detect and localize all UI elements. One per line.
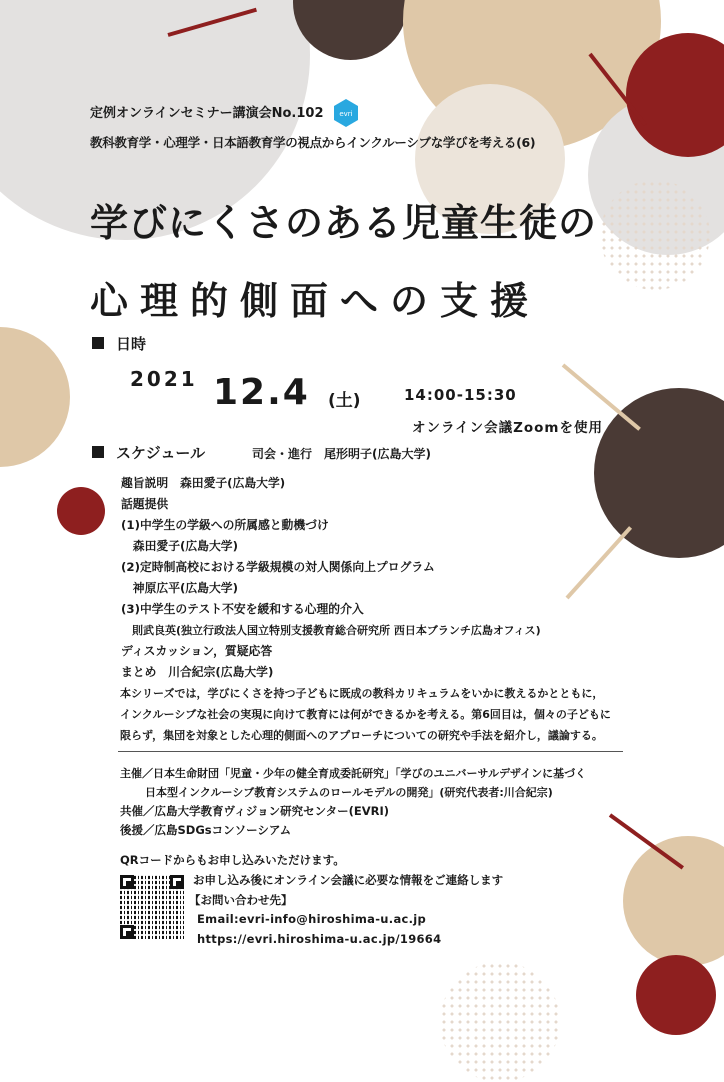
decor-circle-brown-right (594, 388, 724, 558)
event-time: 14:00-15:30 (404, 386, 517, 404)
decor-circle-brown-top (293, 0, 408, 60)
event-weekday: (土) (328, 391, 361, 411)
event-venue: オンライン会議Zoomを使用 (412, 420, 603, 436)
list-item: (1)中学生の学級への所属感と動機づけ (121, 518, 329, 532)
list-item: 趣旨説明 森田愛子(広島大学) (121, 476, 286, 490)
list-item: 話題提供 (121, 497, 169, 511)
list-item: (2)定時制高校における学級規模の対人関係向上プログラム (121, 560, 435, 574)
description-line: 限らず，集団を対象とした心理的側面へのアプローチについての研究や手法を紹介し，議論する。 (120, 729, 603, 742)
support: 後援／広島SDGsコンソーシアム (120, 823, 292, 837)
datetime-heading: 日時 (92, 333, 146, 354)
page-title-line1: 学びにくさのある児童生徒の (90, 201, 598, 245)
decor-circle-red-bottom (636, 955, 716, 1035)
list-item: 森田愛子(広島大学) (121, 539, 238, 553)
list-item: 神原広平(広島大学) (121, 581, 238, 595)
contact-email[interactable]: Email:evri-info@hiroshima-u.ac.jp (197, 912, 427, 926)
square-bullet-icon (92, 337, 104, 349)
evri-logo (331, 98, 361, 128)
cohost: 共催／広島大学教育ヴィジョン研究センター(EVRI) (120, 804, 390, 818)
list-item: ディスカッション，質疑応答 (121, 644, 273, 658)
event-url-link[interactable]: https://evri.hiroshima-u.ac.jp/19664 (197, 932, 442, 946)
qr-code[interactable] (120, 875, 184, 939)
description-line: インクルーシブな社会の実現に向けて教育には何ができるかを考える。第6回目は，個々の子どもに (120, 708, 611, 721)
contact-heading: 【お問い合わせ先】 (189, 893, 293, 907)
page-title-line2: 心理的側面への支援 (90, 279, 541, 323)
moderator: 司会・進行 尾形明子(広島大学) (252, 447, 431, 461)
host-line2: 日本型インクルーシブ教育システムのロールモデルの開発」(研究代表者:川合紀宗) (145, 786, 553, 799)
list-item: まとめ 川合紀宗(広島大学) (121, 665, 274, 679)
decor-line-lower-tan (566, 526, 633, 599)
decor-circle-tan-left (0, 327, 70, 467)
evri-logo-text: evri (339, 110, 353, 118)
event-date: 12.4 (213, 372, 310, 413)
qr-note: QRコードからもお申し込みいただけます。 (120, 853, 345, 867)
host-line1: 主催／日本生命財団「児童・少年の健全育成委託研究」「学びのユニバーサルデザインに基づく (120, 767, 587, 780)
decor-dots-right (600, 180, 710, 290)
registration-notice: お申し込み後にオンライン会議に必要な情報をご連絡します (193, 873, 504, 887)
decor-circle-tan-bottom (623, 836, 724, 966)
schedule-heading: スケジュール (92, 442, 205, 463)
divider (118, 751, 623, 752)
description (120, 683, 611, 746)
decor-circle-red-left (57, 487, 105, 535)
series-label: 定例オンラインセミナー講演会No.102 (90, 106, 324, 121)
decor-dots-bottom (440, 962, 560, 1082)
description-line: 本シリーズでは，学びにくさを持つ子どもに既成の教科カリキュラムをいかに教えるかとともに， (120, 687, 604, 700)
square-bullet-icon (92, 446, 104, 458)
event-year: 2021 (130, 367, 198, 391)
list-item: (3)中学生のテスト不安を緩和する心理的介入 (121, 602, 364, 616)
schedule-list (121, 473, 541, 683)
list-item: 則武良英(独立行政法人国立特別支援教育総合研究所 西日本ブランチ広島オフィス) (121, 624, 541, 637)
series-subtitle: 教科教育学・心理学・日本語教育学の視点からインクルーシブな学びを考える(6) (90, 135, 536, 150)
